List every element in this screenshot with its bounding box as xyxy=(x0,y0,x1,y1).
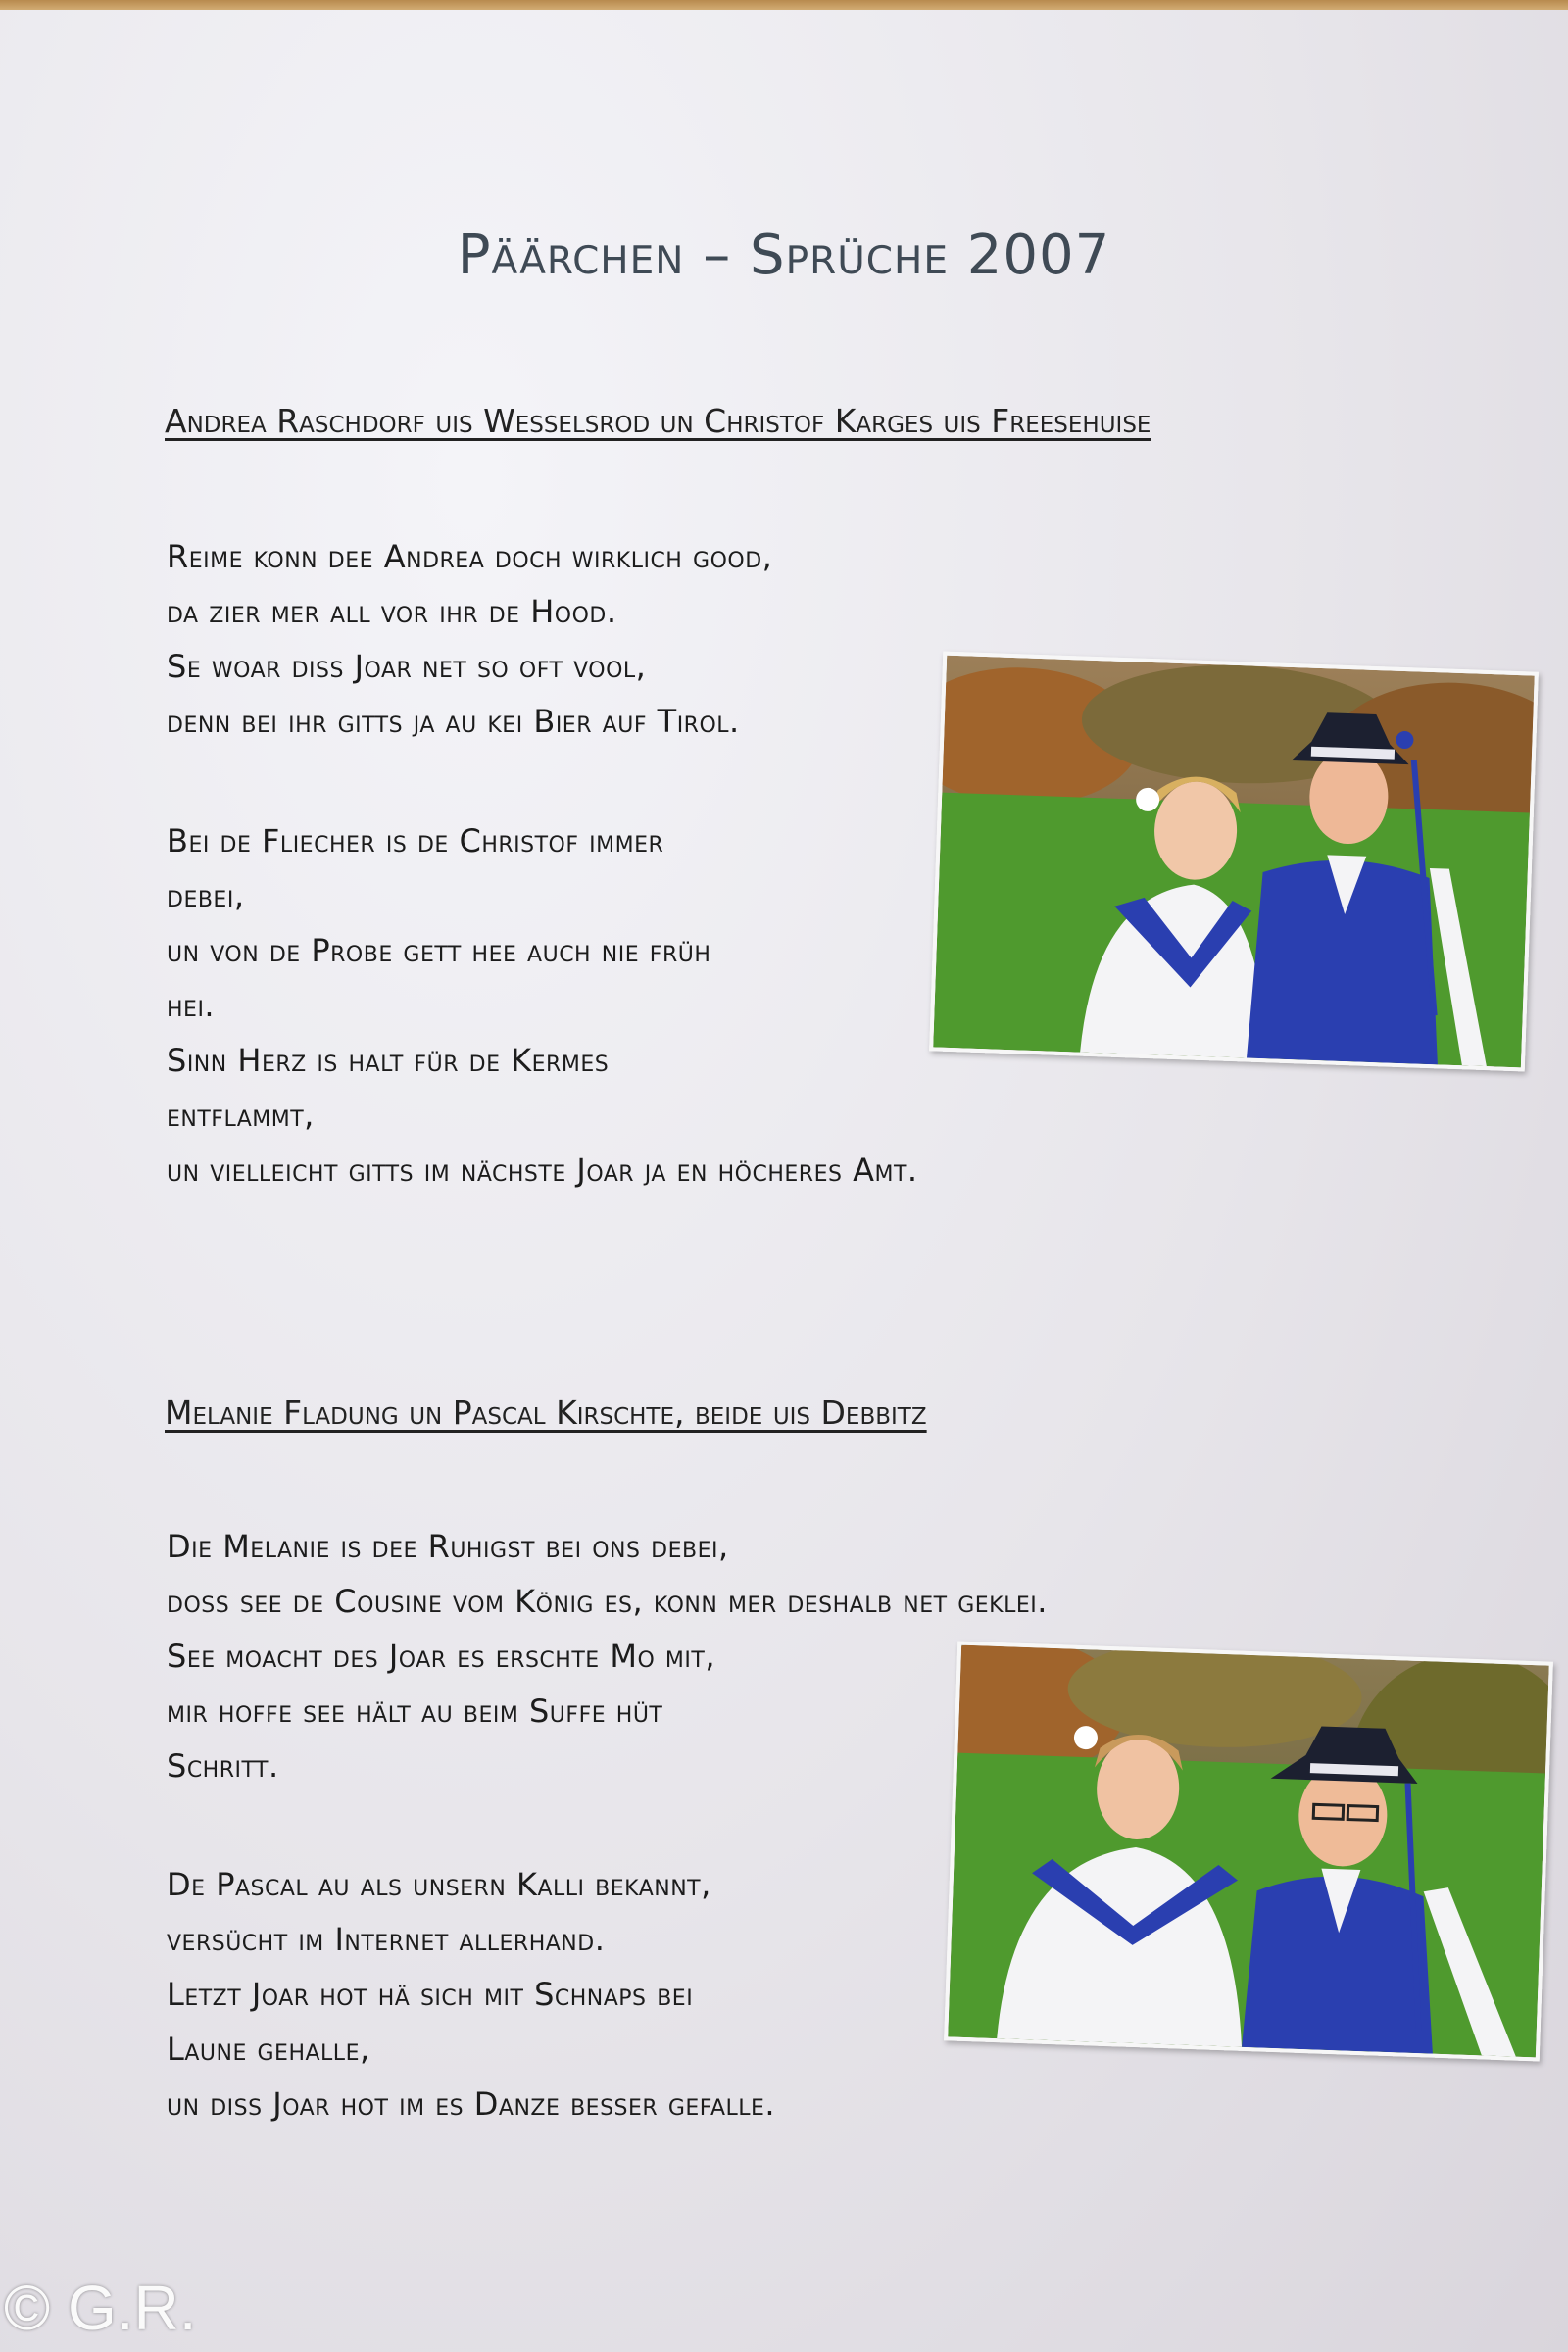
verse-line: Reime konn dee Andrea doch wirklich good, xyxy=(167,538,773,575)
verse-line: entflammt, xyxy=(167,1097,315,1134)
verse-line: Schritt. xyxy=(167,1747,279,1785)
verse-line: Letzt Joar hot hä sich mit Schnaps bei xyxy=(167,1976,694,2013)
page-title: Päärchen – Sprüche 2007 xyxy=(457,223,1111,287)
verse-line: See moacht des Joar es erschte Mo mit, xyxy=(167,1638,716,1675)
paper-sheet xyxy=(0,10,1568,2352)
couple-photo-image xyxy=(948,1645,1549,2058)
couple2-heading: Melanie Fladung un Pascal Kirschte, beide uis Debbitz xyxy=(165,1394,927,1432)
verse-line: versücht im Internet allerhand. xyxy=(167,1921,606,1958)
verse-line: doss see de Cousine vom König es, konn mer deshalb net geklei. xyxy=(167,1583,1048,1620)
verse-line: hei. xyxy=(167,987,216,1024)
verse-line: denn bei ihr gitts ja au kei Bier auf Tirol. xyxy=(167,703,740,740)
verse-line: De Pascal au als unsern Kalli bekannt, xyxy=(167,1866,711,1903)
couple1-verse1 xyxy=(167,529,772,749)
verse-line: Laune gehalle, xyxy=(167,2031,370,2068)
verse-line: da zier mer all vor ihr de Hood. xyxy=(167,593,617,630)
couple2-photo xyxy=(944,1642,1553,2062)
verse-line: un diss Joar hot im es Danze besser gefalle. xyxy=(167,2085,776,2123)
couple1-photo xyxy=(929,652,1539,1072)
verse-line: Se woar diss Joar net so oft vool, xyxy=(167,648,647,685)
verse-line: Sinn Herz is halt für de Kermes xyxy=(167,1042,610,1079)
couple2-verse2 xyxy=(167,1857,775,2132)
couple1-heading: Andrea Raschdorf uis Wesselsrod un Christof Karges uis Freesehuise xyxy=(165,402,1152,440)
verse-line: un von de Probe gett hee auch nie früh xyxy=(167,932,711,969)
couple2-verse1 xyxy=(167,1519,1048,1793)
verse-line: un vielleicht gitts im nächste Joar ja en höcheres Amt. xyxy=(167,1152,918,1189)
verse-line: mir hoffe see hält au beim Suffe hüt xyxy=(167,1692,663,1730)
verse-line: Die Melanie is dee Ruhigst bei ons debei, xyxy=(167,1528,729,1565)
verse-line: debei, xyxy=(167,877,245,914)
couple1-verse2 xyxy=(167,813,918,1198)
couple-photo-image xyxy=(933,656,1535,1068)
copyright-watermark: © G.R. xyxy=(4,2273,197,2343)
verse-line: Bei de Fliecher is de Christof immer xyxy=(167,822,664,859)
